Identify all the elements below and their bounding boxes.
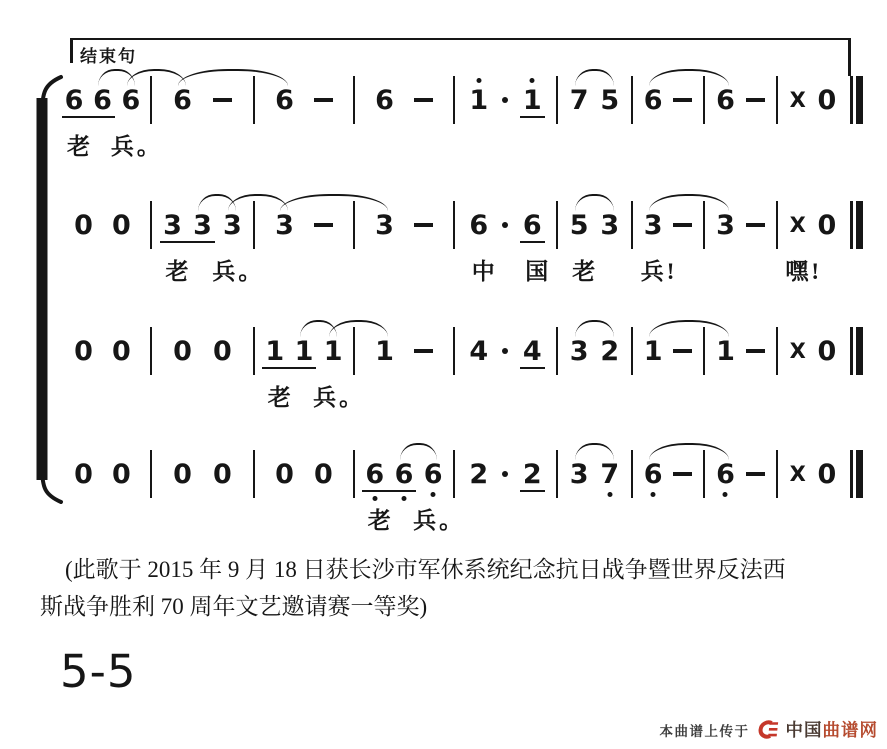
measure-8 [705,201,778,249]
measure-5 [455,201,558,249]
lyric-syllable: 兵。 [212,259,265,284]
note-0: 0 [74,458,93,490]
note-1: 1 [375,335,394,367]
award-note-line-2: 斯战争胜利 70 周年文艺邀请赛一等奖) [40,594,428,619]
dash-extend [414,223,433,228]
measure-3 [255,450,355,498]
dash-extend [314,223,333,228]
award-note-line-1: (此歌于 2015 年 9 月 18 日获长沙市军休系统纪念抗日战争暨世界反法西 [65,557,786,582]
lyric-syllable: 老 [67,134,94,159]
rhythm-dot [502,97,508,103]
measure-6 [558,201,633,249]
measure-row [55,201,863,249]
measure-9 [778,201,848,249]
note-7: 7 [600,458,620,490]
watermark-prefix-text: 本曲谱上传于 [659,723,750,739]
note-6: 6 [375,84,394,116]
measure-9 [778,327,848,375]
measure-1 [55,450,152,498]
measure-4 [355,327,455,375]
dash-extend [746,472,765,477]
measure-row [55,76,863,124]
note-3: 3 [569,458,589,490]
note-6: 6 [394,458,414,490]
lyric-syllable: 老 [367,508,394,533]
measure-4 [355,201,455,249]
note-6: 6 [423,458,443,490]
lyric-syllable: 兵。 [413,508,466,533]
note-3: 3 [275,209,294,241]
measure-8 [705,450,778,498]
note-0: 0 [213,335,232,367]
lyric-syllable: 兵。 [110,134,163,159]
note-X: X [789,212,806,237]
measure-1 [55,201,152,249]
note-6: 6 [643,84,663,116]
note-5: 5 [569,209,589,241]
dash-extend [673,349,692,354]
note-0: 0 [112,335,131,367]
measure-7 [633,76,705,124]
measure-2 [152,327,255,375]
rhythm-dot [502,222,508,228]
dash-extend [673,98,692,103]
rhythm-dot [502,348,508,354]
measure-6 [558,450,633,498]
note-3: 3 [600,209,620,241]
watermark-brand-part1: 中国 [785,720,823,740]
dash-extend [314,98,333,103]
measure-9 [778,76,848,124]
note-1: 1 [265,335,285,367]
award-note [40,551,858,625]
dash-extend [673,223,692,228]
note-1: 1 [716,335,735,367]
site-watermark [660,717,879,742]
note-6: 6 [643,458,663,490]
note-1: 1 [522,84,542,116]
note-6: 6 [64,84,84,116]
dash-extend [414,98,433,103]
dash-extend [746,223,765,228]
measure-1 [55,327,152,375]
music-line-voice-3 [55,301,848,413]
measure-5 [455,450,558,498]
music-line-voice-4 [55,424,848,536]
measure-3 [255,327,355,375]
lyric-syllable: 国 [525,259,552,284]
note-0: 0 [275,458,294,490]
note-X: X [789,87,806,112]
measure-8 [705,76,778,124]
measure-7 [633,327,705,375]
measure-row [55,450,863,498]
lyrics-row [55,379,848,411]
measure-9 [778,450,848,498]
note-0: 0 [817,335,837,367]
note-6: 6 [93,84,112,116]
final-barline [850,76,863,124]
note-6: 6 [716,458,735,490]
dash-extend [213,98,232,103]
lyric-syllable: 老 [165,259,192,284]
measure-6 [558,76,633,124]
note-3: 3 [193,209,212,241]
note-4: 4 [469,335,489,367]
final-barline [850,450,863,498]
note-6: 6 [121,84,141,116]
dash-extend [414,349,433,354]
watermark-brand-part2: 曲谱网 [822,720,878,740]
note-1: 1 [294,335,314,367]
measure-5 [455,327,558,375]
lyrics-row [55,253,848,285]
measure-2 [152,201,255,249]
note-1: 1 [323,335,343,367]
note-2: 2 [469,458,489,490]
measure-4 [355,76,455,124]
measure-7 [633,201,705,249]
lyrics-row [55,128,848,160]
note-3: 3 [223,209,242,241]
note-0: 0 [112,209,131,241]
note-0: 0 [173,335,192,367]
note-0: 0 [213,458,232,490]
measure-2 [152,450,255,498]
note-0: 0 [817,209,837,241]
lyric-syllable: 嘿! [785,259,823,284]
watermark-brand-text [786,717,879,742]
measure-row [55,327,863,375]
measure-5 [455,76,558,124]
ending-bracket-line [70,38,850,40]
note-6: 6 [522,209,542,241]
lyric-syllable: 老 [572,259,599,284]
rhythm-dot [502,471,508,477]
note-6: 6 [365,458,385,490]
measure-4 [355,450,455,498]
lyric-syllable: 中 [471,259,498,284]
measure-3 [255,201,355,249]
note-0: 0 [314,458,333,490]
lyric-syllable: 老 [267,385,294,410]
note-0: 0 [817,458,837,490]
note-3: 3 [163,209,182,241]
lyric-syllable: 兵。 [313,385,366,410]
note-0: 0 [817,84,837,116]
note-2: 2 [522,458,542,490]
lyrics-row [55,502,848,534]
note-6: 6 [469,209,489,241]
measure-8 [705,327,778,375]
final-barline [850,201,863,249]
note-3: 3 [716,209,735,241]
note-2: 2 [600,335,620,367]
measure-2 [152,76,255,124]
measure-1 [55,76,152,124]
ending-phrase-label: 结束句 [80,47,137,66]
dash-extend [746,98,765,103]
note-6: 6 [173,84,192,116]
dash-extend [746,349,765,354]
note-0: 0 [173,458,192,490]
note-6: 6 [275,84,294,116]
qupu-logo-icon [757,719,779,740]
note-3: 3 [375,209,394,241]
measure-3 [255,76,355,124]
note-4: 4 [522,335,542,367]
note-X: X [789,461,806,486]
dash-extend [673,472,692,477]
music-line-voice-2 [55,175,848,287]
note-0: 0 [74,209,93,241]
note-7: 7 [569,84,589,116]
ending-bracket-right-tick [848,38,851,76]
final-barline [850,327,863,375]
measure-6 [558,327,633,375]
measure-7 [633,450,705,498]
lyric-syllable: 兵! [640,259,678,284]
note-X: X [789,338,806,363]
page-number: 5-5 [60,645,137,698]
note-0: 0 [112,458,131,490]
note-0: 0 [74,335,93,367]
note-3: 3 [569,335,589,367]
note-1: 1 [469,84,489,116]
note-1: 1 [643,335,663,367]
note-3: 3 [643,209,663,241]
note-5: 5 [600,84,620,116]
note-6: 6 [716,84,735,116]
music-line-voice-1 [55,50,848,162]
